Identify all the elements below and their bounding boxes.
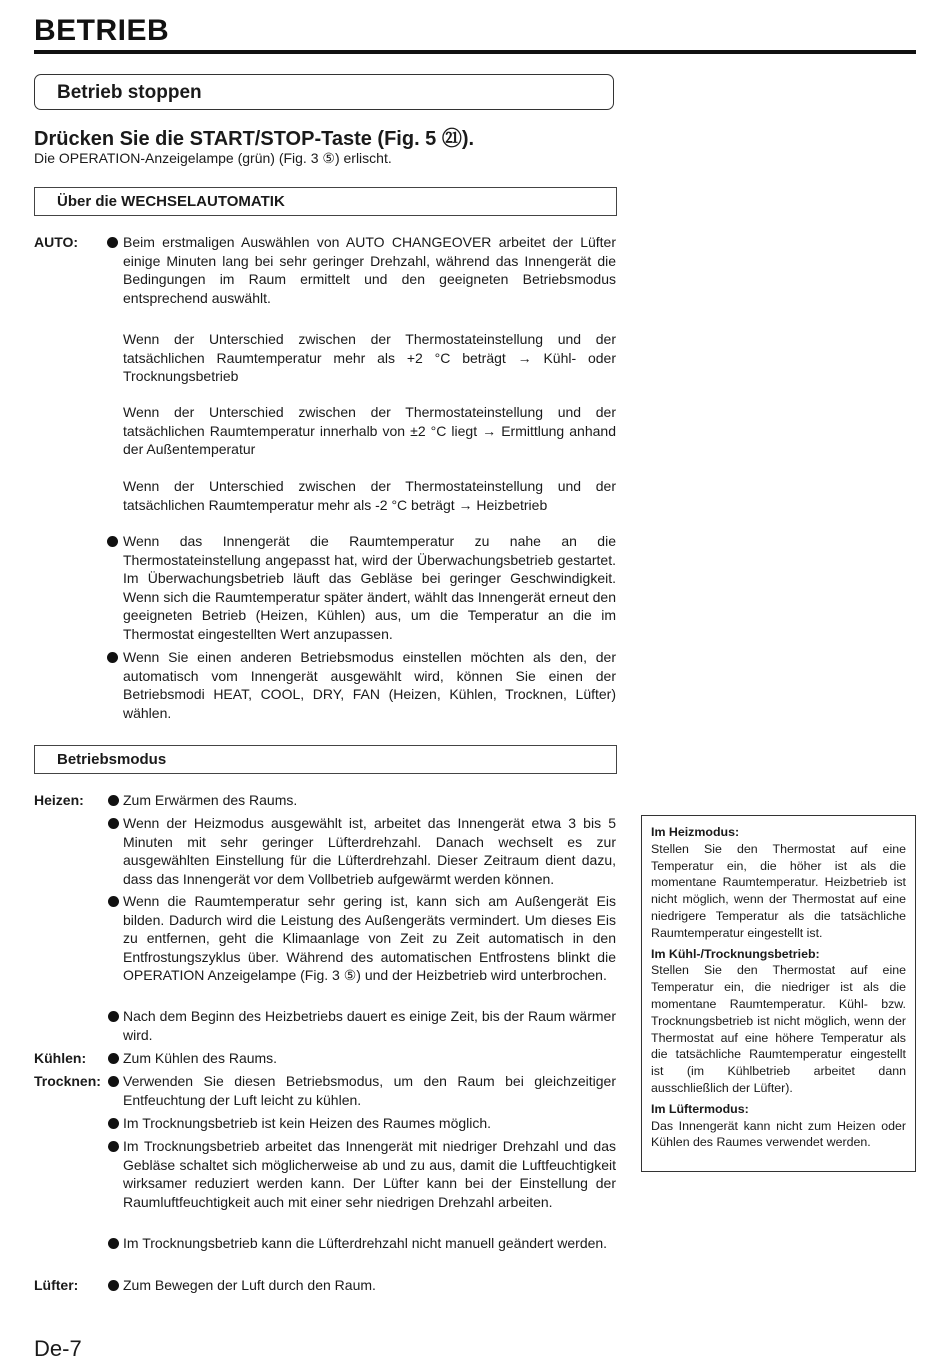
auto-section-title: Über die WECHSELAUTOMATIK (57, 193, 285, 210)
stop-heading: Drücken Sie die START/STOP-Taste (Fig. 5 ㉑). (34, 128, 475, 150)
heizen-item-1: Zum Erwärmen des Raums. (123, 792, 298, 808)
auto-section-box (34, 187, 617, 216)
auto-paragraph-1: Beim erstmaligen Auswählen von AUTO CHANGEOVER arbeitet der Lüfter einige Minuten lang bei sehr geringer Drehzahl, während das Innengerät die Bedingungen im Raum ermittelt und den geeigneten Betriebsmodus entsprechend auswählt. (123, 234, 616, 306)
modes-section-box (34, 745, 617, 774)
auto-paragraph-5: Wenn das Innengerät die Raumtemperatur zu nahe an die Thermostateinstellung angepasst hat, wird der Überwachungsbetrieb gestartet. Im Überwachungsbetrieb läuft das Gebläse bei geringer Geschwindigkeit. Wenn sich die Raumtemperatur später ändert, wählt das Innengerät erneut den geeigneten Betrieb (Heizen, Kühlen) aus, um die Temperatur an die im Thermostat eingestellten Wert anzupassen. (123, 533, 616, 642)
bullet-icon (108, 1076, 119, 1087)
bullet-icon (108, 818, 119, 829)
kuehlen-label: Kühlen: (34, 1050, 87, 1066)
heizen-item-3: Wenn die Raumtemperatur sehr gering ist, kann sich am Außengerät Eis bilden. Dadurch wird die Leistung des Außengeräts vermindert. Um dieses Eis zu entfernen, geht die Klimaanlage von Zeit zu Zeit automatisch in den Entfrostungszyklus über. Während des automatischen Entfrostens blinkt die OPERATION Anzeigelampe (Fig. 3 ⑤) und der Heizbetrieb wird unterbrochen. (123, 893, 616, 983)
trocknen-item-4: Im Trocknungsbetrieb kann die Lüfterdrehzahl nicht manuell geändert werden. (123, 1235, 608, 1251)
trocknen-item-1: Verwenden Sie diesen Betriebsmodus, um den Raum bei gleichzeitiger Entfeuchtung der Luft leicht zu kühlen. (123, 1073, 616, 1108)
heizen-label: Heizen: (34, 792, 84, 808)
mode-notes-box (641, 815, 916, 1172)
bullet-icon (108, 1141, 119, 1152)
kuehlmodus-note-text: Stellen Sie den Thermostat auf eine Temperatur ein, die niedriger ist als die momentane Raumtemperatur. Kühl- bzw. Trocknungsbetrieb ist nicht möglich, wenn der Thermostat auf eine höhere Temperatur als die tatsächliche Raumtemperatur eingestellt ist (im Kühlbetrieb arbeitet dann ausschließlich der Lüfter). (651, 963, 906, 1095)
kuehlmodus-note-title: Im Kühl-/Trocknungsbetrieb: (651, 946, 820, 961)
auto-paragraph-3: Wenn der Unterschied zwischen der Thermostateinstellung und der tatsächlichen Raumtemperatur innerhalb von ±2 °C liegt → Ermittlung anhand der Außentemperatur (123, 404, 616, 457)
bullet-icon (107, 237, 118, 248)
trocknen-item-3: Im Trocknungsbetrieb arbeitet das Innengerät mit niedriger Drehzahl und das Gebläse schaltet sich möglicherweise ab und zu aus, damit die Luftfeuchtigkeit wirksamer reduziert werden kann. Der Lüfter kann bei der Einstellung der Raumluftfeuchtigkeit auch mit einer sehr niedrigen Drehzahl arbeiten. (123, 1138, 616, 1210)
luefterbetrieb-note-text: Das Innengerät kann nicht zum Heizen oder Kühlen des Raumes verwendet werden. (651, 1118, 906, 1150)
bullet-icon (108, 1011, 119, 1022)
bullet-icon (108, 1118, 119, 1129)
auto-paragraph-2: Wenn der Unterschied zwischen der Thermostateinstellung und der tatsächlichen Raumtemperatur mehr als +2 °C beträgt → Kühl- oder Trocknungsbetrieb (123, 331, 616, 384)
auto-paragraph-4: Wenn der Unterschied zwischen der Thermostateinstellung und der tatsächlichen Raumtemperatur mehr als -2 °C beträgt → Heizbetrieb (123, 478, 616, 513)
heizen-item-2: Wenn der Heizmodus ausgewählt ist, arbeitet das Innengerät etwa 3 bis 5 Minuten mit sehr geringer Lüfterdrehzahl. Danach wechselt es zur ausgewählten Einstellung für die Lüfterdrehzahl. Dieser Zeitraum dient dazu, dass das Innengerät vor dem Vollbetrieb aufgewärmt werden können. (123, 815, 616, 887)
stop-section-title: Betrieb stoppen (57, 82, 202, 103)
bullet-icon (108, 896, 119, 907)
stop-subline: Die OPERATION-Anzeigelampe (grün) (Fig. 3 ⑤) erlischt. (34, 150, 392, 166)
luefter-label: Lüfter: (34, 1277, 79, 1293)
page-title: BETRIEB (34, 14, 170, 47)
stop-section-box (34, 74, 614, 110)
heizmodus-note-title: Im Heizmodus: (651, 825, 740, 839)
luefter-item-1: Zum Bewegen der Luft durch den Raum. (123, 1277, 376, 1293)
auto-label: AUTO: (34, 234, 79, 250)
bullet-icon (108, 1053, 119, 1064)
bullet-icon (108, 1238, 119, 1249)
modes-section-title: Betriebsmodus (57, 751, 167, 768)
bullet-icon (107, 536, 118, 547)
bullet-icon (108, 795, 119, 806)
trocknen-item-2: Im Trocknungsbetrieb ist kein Heizen des Raumes möglich. (123, 1115, 492, 1131)
title-rule (34, 50, 916, 54)
kuehlen-item-1: Zum Kühlen des Raums. (123, 1050, 278, 1066)
heizen-item-4: Nach dem Beginn des Heizbetriebs dauert es einige Zeit, bis der Raum wärmer wird. (123, 1008, 616, 1043)
bullet-icon (107, 652, 118, 663)
page-number: De-7 (34, 1336, 82, 1361)
auto-paragraph-6: Wenn Sie einen anderen Betriebsmodus einstellen möchten als den, der automatisch vom Innengerät ausgewählt wird, können Sie einen der Betriebsmodi HEAT, COOL, DRY, FAN (Heizen, Kühlen, Trocknen, Lüfter) wählen. (123, 649, 616, 721)
luefterbetrieb-note-title: Im Lüftermodus: (651, 1101, 749, 1116)
trocknen-label: Trocknen: (34, 1073, 101, 1089)
bullet-icon (108, 1280, 119, 1291)
heizmodus-note-text: Stellen Sie den Thermostat auf eine Temperatur ein, die höher ist als die momentane Raumtemperatur. Heizbetrieb ist nicht möglich, wenn der Thermostat auf eine niedrigere Temperatur als die tatsächliche Raumtemperatur eingestellt ist. (651, 841, 906, 940)
